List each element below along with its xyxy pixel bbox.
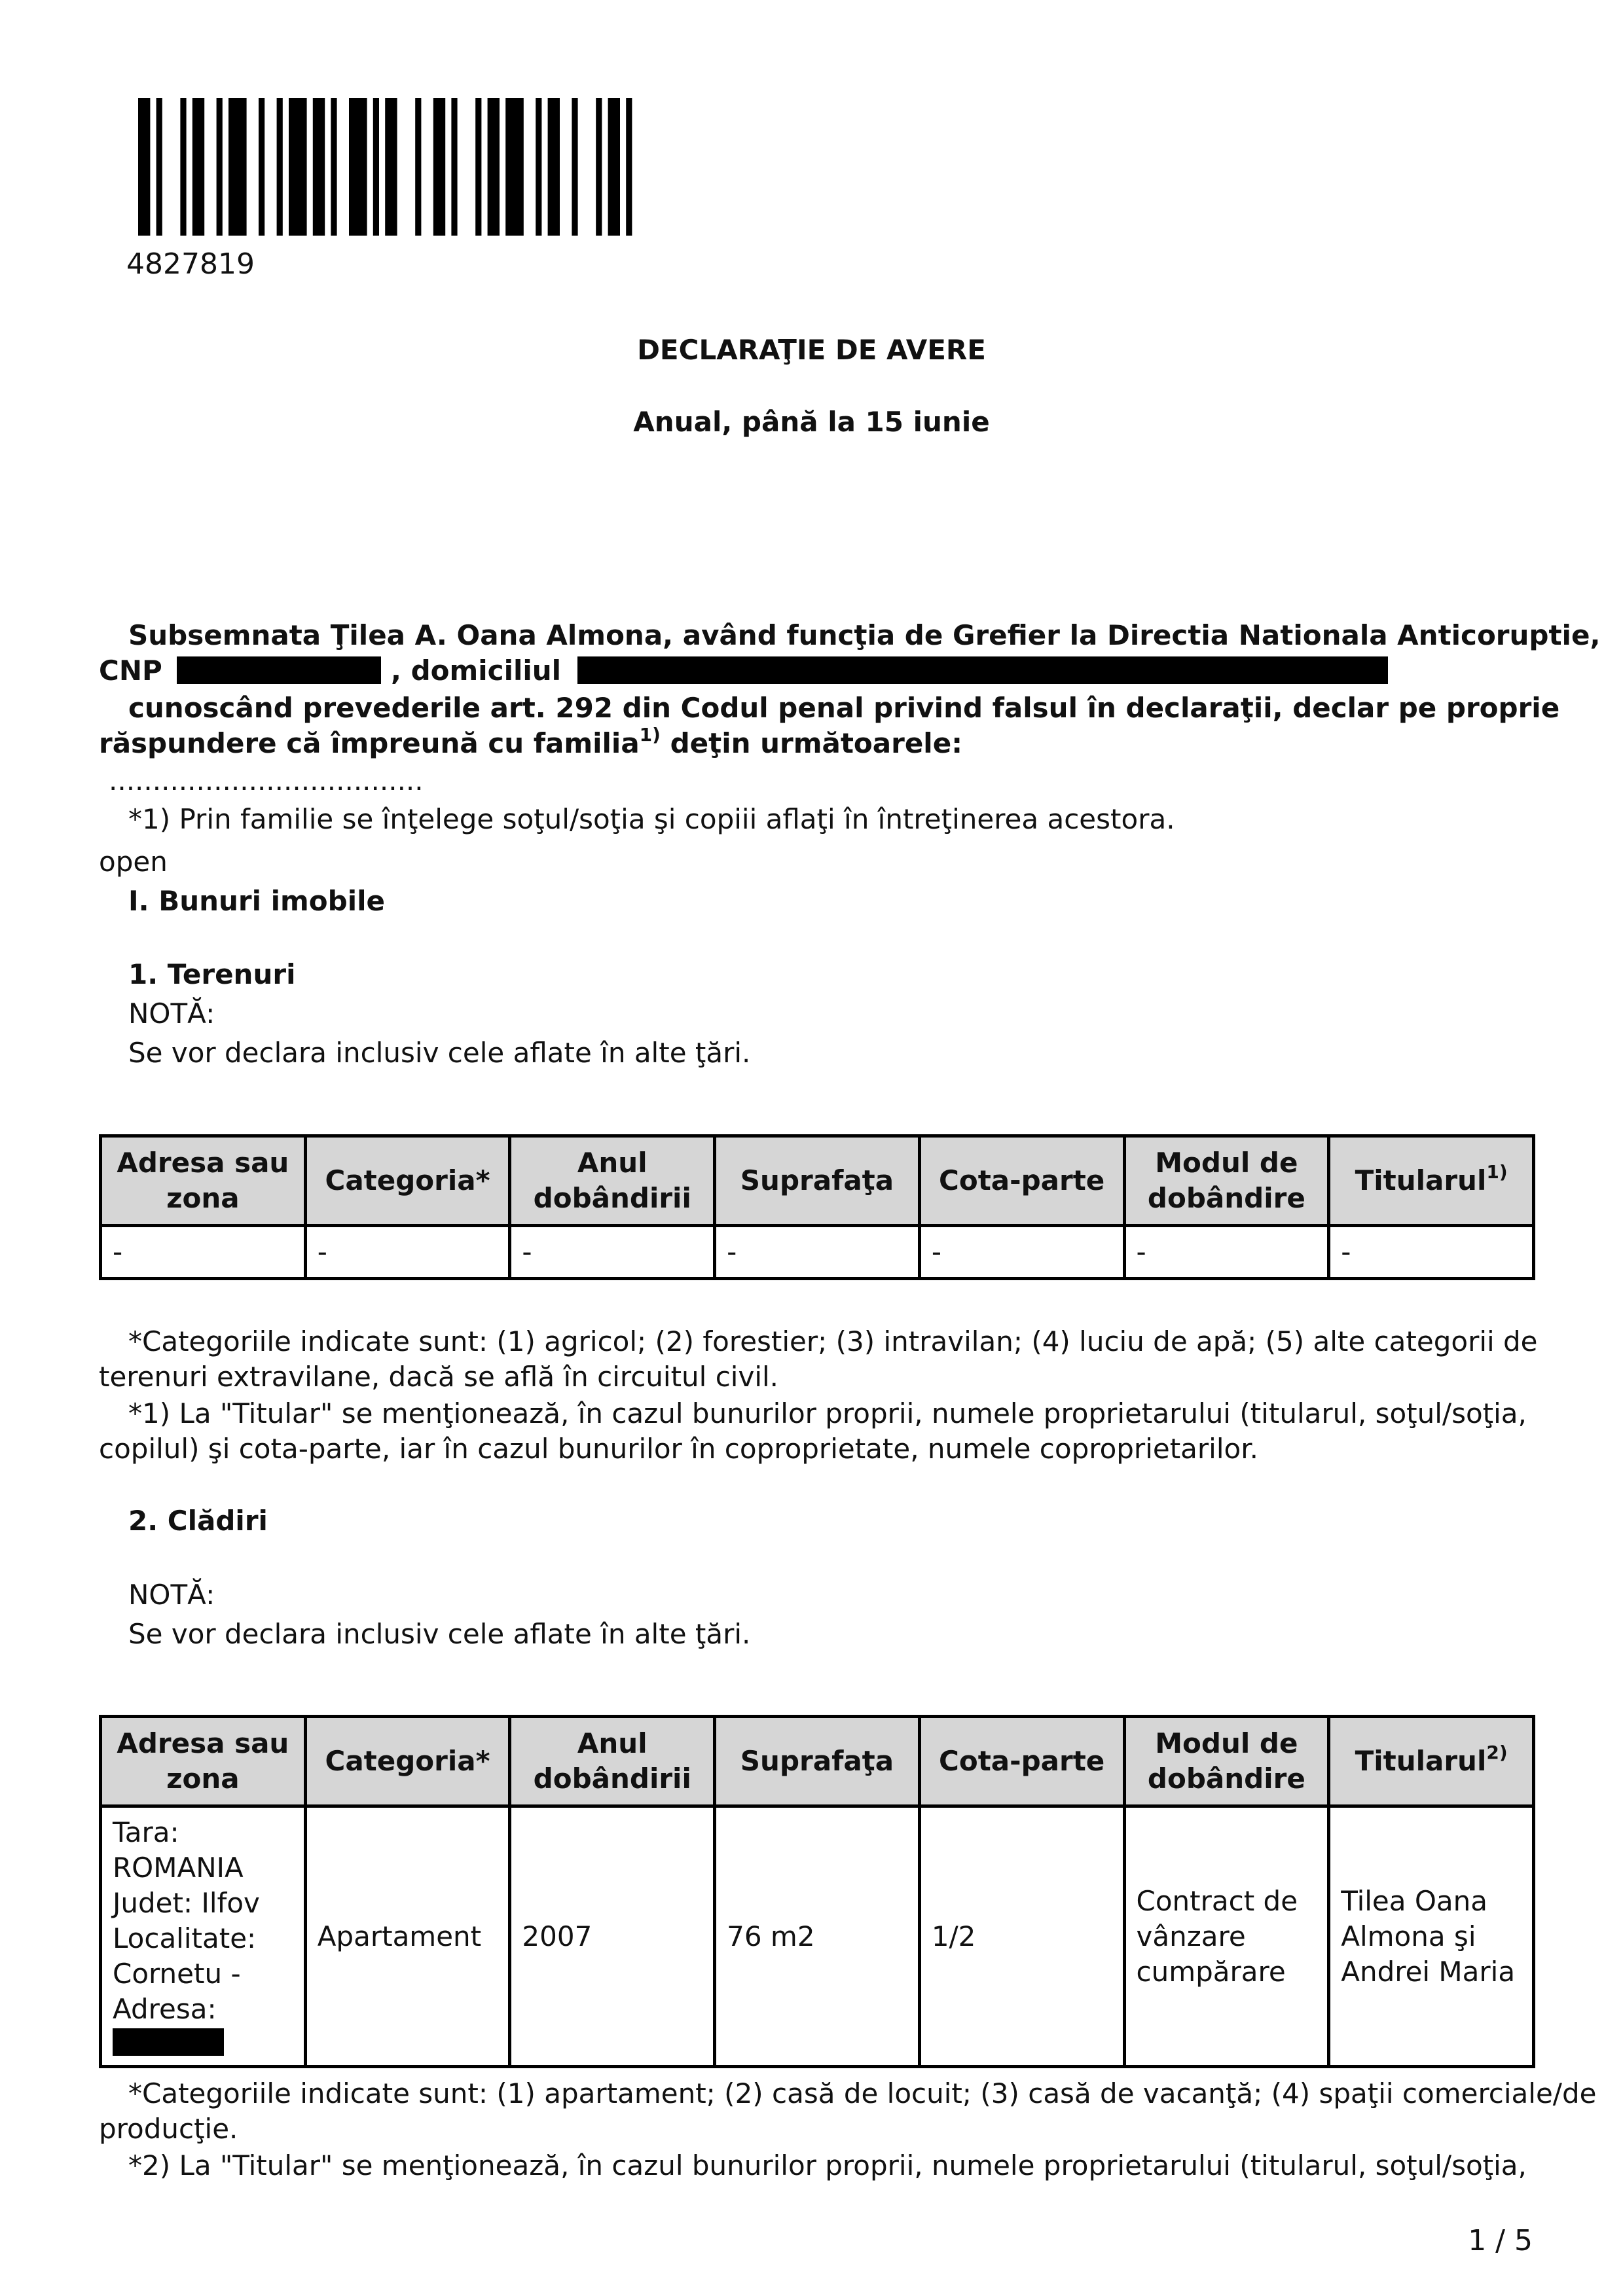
cell-titular: Tilea Oana Almona şi Andrei Maria bbox=[1329, 1806, 1534, 2067]
intro-line-4-end: deţin următoarele: bbox=[660, 727, 962, 759]
intro-line-4-text: răspundere că împreună cu familia bbox=[99, 727, 640, 759]
barcode-number: 4827819 bbox=[126, 247, 255, 281]
footnote-ref-titular-2: 2) bbox=[1486, 1742, 1508, 1763]
barcode-bar bbox=[451, 98, 457, 236]
barcode-bar bbox=[180, 98, 186, 236]
address-line: Judet: Ilfov bbox=[113, 1886, 260, 1919]
barcode bbox=[138, 98, 881, 236]
barcode-bar bbox=[217, 98, 223, 236]
barcode-bar bbox=[488, 98, 500, 236]
barcode-bar bbox=[331, 98, 337, 236]
categorii-note-1a: *Categoriile indicate sunt: (1) agricol; (2) forestier; (3) intravilan; (4) luciu de apă; (5) alte categorii de bbox=[128, 1325, 1538, 1357]
table-row bbox=[101, 1806, 1534, 2067]
nota-label-1: NOTĂ: bbox=[128, 997, 215, 1030]
table-row bbox=[101, 1226, 1534, 1279]
section-heading-bunuri-imobile: I. Bunuri imobile bbox=[128, 885, 386, 917]
col-titular bbox=[1329, 1717, 1534, 1806]
barcode-bar bbox=[433, 98, 445, 236]
barcode-bar bbox=[475, 98, 481, 236]
col-anul: Anul dobândirii bbox=[510, 1136, 715, 1226]
col-adresa: Adresa sau zona bbox=[101, 1717, 306, 1806]
barcode-bar bbox=[536, 98, 541, 236]
col-cota: Cota-parte bbox=[919, 1136, 1124, 1226]
cell-suprafata: - bbox=[715, 1226, 920, 1279]
address-line: Localitate: bbox=[113, 1922, 257, 1954]
barcode-bar bbox=[373, 98, 379, 236]
categorii-note-1b: terenuri extravilane, dacă se află în circuitul civil. bbox=[99, 1361, 779, 1393]
barcode-bar bbox=[505, 98, 524, 236]
cell-modul: Contract de vânzare cumpărare bbox=[1124, 1806, 1329, 2067]
categorii-note-2b: producţie. bbox=[99, 2113, 238, 2145]
intro-line-2 bbox=[99, 653, 1388, 689]
barcode-bar bbox=[596, 98, 602, 236]
document-title: DECLARAŢIE DE AVERE bbox=[637, 334, 986, 366]
cell-modul: - bbox=[1124, 1226, 1329, 1279]
table-header-row bbox=[101, 1136, 1534, 1226]
nota-label-2: NOTĂ: bbox=[128, 1579, 215, 1611]
barcode-bar bbox=[228, 98, 247, 236]
cnp-label: CNP bbox=[99, 655, 162, 687]
col-adresa: Adresa sau zona bbox=[101, 1136, 306, 1226]
col-cota: Cota-parte bbox=[919, 1717, 1124, 1806]
titular-note-1a: *1) La "Titular" se menţionează, în cazul bunurilor proprii, numele proprietarului (titularul, soţul/soţia, bbox=[128, 1397, 1527, 1429]
subsection-heading-cladiri: 2. Clădiri bbox=[128, 1505, 268, 1537]
col-categoria: Categoria* bbox=[305, 1717, 510, 1806]
address-line: Adresa: bbox=[113, 1992, 217, 2025]
cladiri-table bbox=[99, 1715, 1535, 2068]
redacted-address bbox=[577, 656, 1388, 684]
barcode-bar bbox=[192, 98, 204, 236]
titular-note-2a: *2) La "Titular" se menţionează, în cazul bunurilor proprii, numele proprietarului (titularul, soţul/soţia, bbox=[128, 2149, 1527, 2181]
barcode-bar bbox=[349, 98, 367, 236]
intro-line-1: Subsemnata Ţilea A. Oana Almona, având funcţia de Grefier la Directia Nationala Anticoruptie, bbox=[128, 619, 1601, 651]
cell-anul: 2007 bbox=[510, 1806, 715, 2067]
col-titular bbox=[1329, 1136, 1534, 1226]
barcode-bar bbox=[385, 98, 397, 236]
terenuri-table bbox=[99, 1134, 1535, 1280]
address-line: Cornetu - bbox=[113, 1957, 241, 1990]
open-label: open bbox=[99, 846, 168, 878]
barcode-bar bbox=[138, 98, 150, 236]
redacted-cnp bbox=[177, 656, 381, 684]
dots-line: .................................... bbox=[109, 764, 424, 797]
cell-cota: - bbox=[919, 1226, 1124, 1279]
barcode-bar bbox=[415, 98, 421, 236]
barcode-bar bbox=[313, 98, 325, 236]
redacted-street bbox=[113, 2028, 224, 2056]
barcode-bar bbox=[608, 98, 620, 236]
col-categoria: Categoria* bbox=[305, 1136, 510, 1226]
subsection-heading-terenuri: 1. Terenuri bbox=[128, 958, 296, 990]
col-titular-label: Titularul bbox=[1355, 1745, 1487, 1777]
nota-text-1: Se vor declara inclusiv cele aflate în alte ţări. bbox=[128, 1037, 751, 1069]
footnote-ref-1: 1) bbox=[639, 724, 661, 745]
cell-cota: 1/2 bbox=[919, 1806, 1124, 2067]
cell-titular: - bbox=[1329, 1226, 1534, 1279]
barcode-bar bbox=[572, 98, 577, 236]
cell-categoria: Apartament bbox=[305, 1806, 510, 2067]
footnote-ref-titular-1: 1) bbox=[1486, 1161, 1508, 1183]
intro-line-4 bbox=[99, 726, 962, 761]
cell-suprafata: 76 m2 bbox=[715, 1806, 920, 2067]
barcode-bar bbox=[277, 98, 283, 236]
titular-note-1b: copilul) şi cota-parte, iar în cazul bunurilor în coproprietate, numele coproprietarilor. bbox=[99, 1433, 1258, 1465]
address-line: Tara: bbox=[113, 1816, 179, 1848]
domiciliu-label: , domiciliul bbox=[391, 655, 562, 687]
family-footnote: *1) Prin familie se înţelege soţul/soţia şi copiii aflaţi în întreţinerea acestora. bbox=[128, 803, 1175, 835]
page-number: 1 / 5 bbox=[1468, 2224, 1533, 2257]
col-suprafata: Suprafaţa bbox=[715, 1136, 920, 1226]
cell-adresa: - bbox=[101, 1226, 306, 1279]
col-modul: Modul de dobândire bbox=[1124, 1136, 1329, 1226]
cell-anul: - bbox=[510, 1226, 715, 1279]
barcode-bar bbox=[548, 98, 560, 236]
barcode-bar bbox=[626, 98, 632, 236]
col-suprafata: Suprafaţa bbox=[715, 1717, 920, 1806]
barcode-bar bbox=[289, 98, 307, 236]
col-anul: Anul dobândirii bbox=[510, 1717, 715, 1806]
barcode-bar bbox=[259, 98, 264, 236]
document-subtitle: Anual, până la 15 iunie bbox=[633, 406, 990, 438]
col-modul: Modul de dobândire bbox=[1124, 1717, 1329, 1806]
cell-categoria: - bbox=[305, 1226, 510, 1279]
address-line: ROMANIA bbox=[113, 1851, 244, 1884]
barcode-bar bbox=[156, 98, 162, 236]
categorii-note-2a: *Categoriile indicate sunt: (1) apartament; (2) casă de locuit; (3) casă de vacanţă; (4) spaţii comerciale/de bbox=[128, 2077, 1597, 2109]
table-header-row bbox=[101, 1717, 1534, 1806]
nota-text-2: Se vor declara inclusiv cele aflate în alte ţări. bbox=[128, 1618, 751, 1650]
col-titular-label: Titularul bbox=[1355, 1164, 1487, 1196]
intro-line-3: cunoscând prevederile art. 292 din Codul penal privind falsul în declaraţii, declar pe proprie bbox=[128, 692, 1560, 724]
cell-adresa bbox=[101, 1806, 306, 2067]
